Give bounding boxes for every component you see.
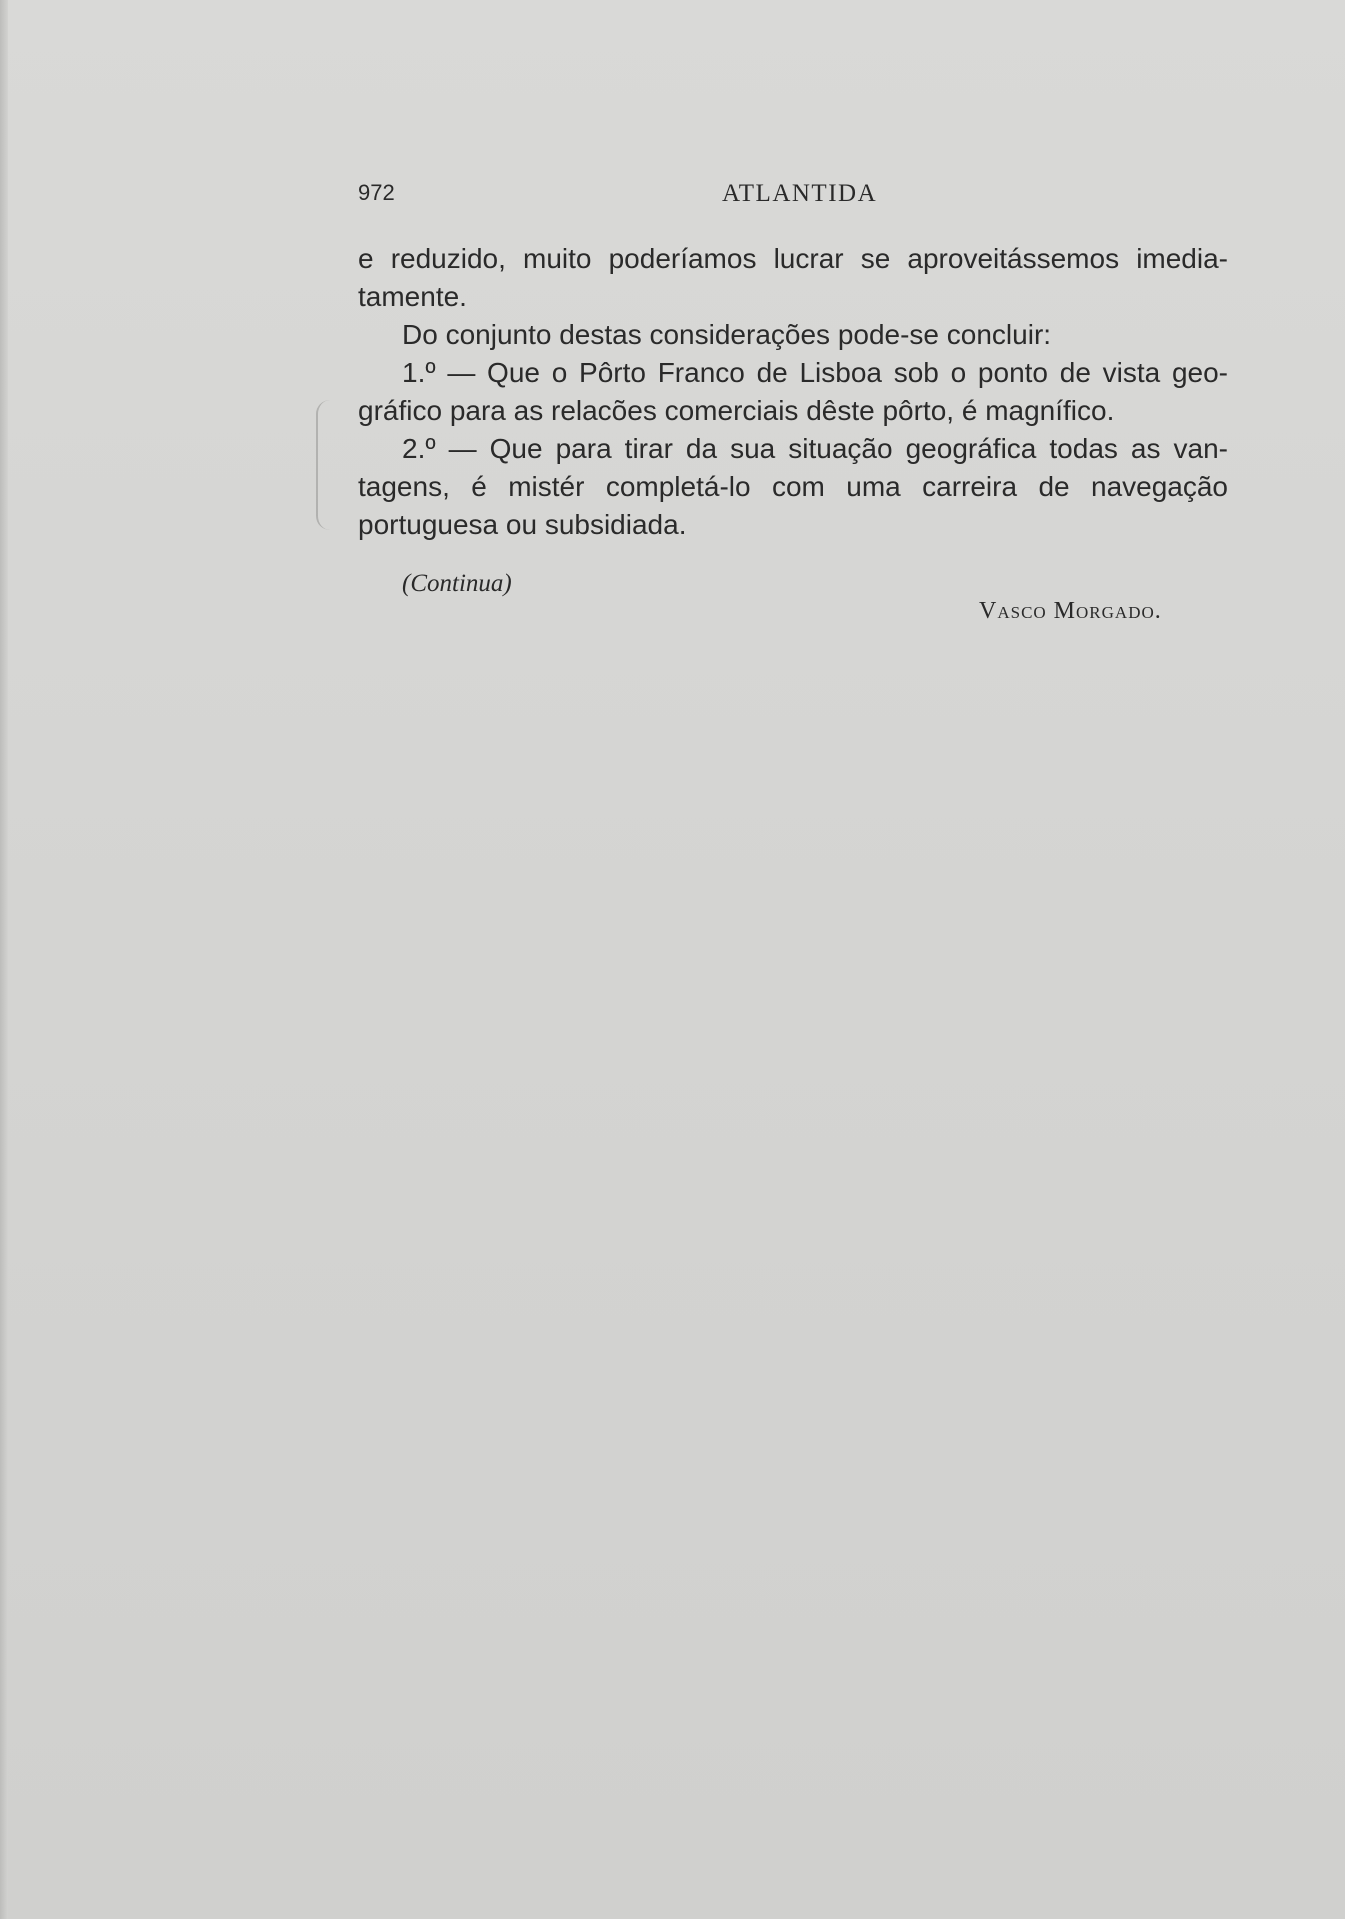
- continua-note: (Continua): [402, 570, 512, 597]
- page-header: [358, 180, 1248, 210]
- page-number: 972: [358, 180, 395, 205]
- text-line: tamente.: [358, 281, 467, 312]
- body-text: [358, 240, 1228, 544]
- text-line: gráfico para as relacões comerciais dêste pôrto, é magnífico.: [358, 395, 1115, 426]
- text-line: tagens, é mistér completá-lo com uma carreira de navegação: [358, 471, 1228, 502]
- running-title: ATLANTIDA: [722, 180, 878, 207]
- text-line: 2.º — Que para tirar da sua situação geográfica todas as van-: [402, 433, 1228, 464]
- text-line: portuguesa ou subsidiada.: [358, 509, 687, 540]
- text-line: Do conjunto destas considerações pode-se concluir:: [402, 319, 1052, 350]
- page-spine-edge: [0, 0, 8, 1919]
- text-line: 1.º — Que o Pôrto Franco de Lisboa sob o ponto de vista geo-: [402, 357, 1228, 388]
- text-line: e reduzido, muito poderíamos lucrar se aproveitássemos imedia-: [358, 243, 1228, 274]
- margin-pencil-mark: [316, 400, 332, 530]
- author-signature: Vasco Morgado.: [979, 598, 1162, 624]
